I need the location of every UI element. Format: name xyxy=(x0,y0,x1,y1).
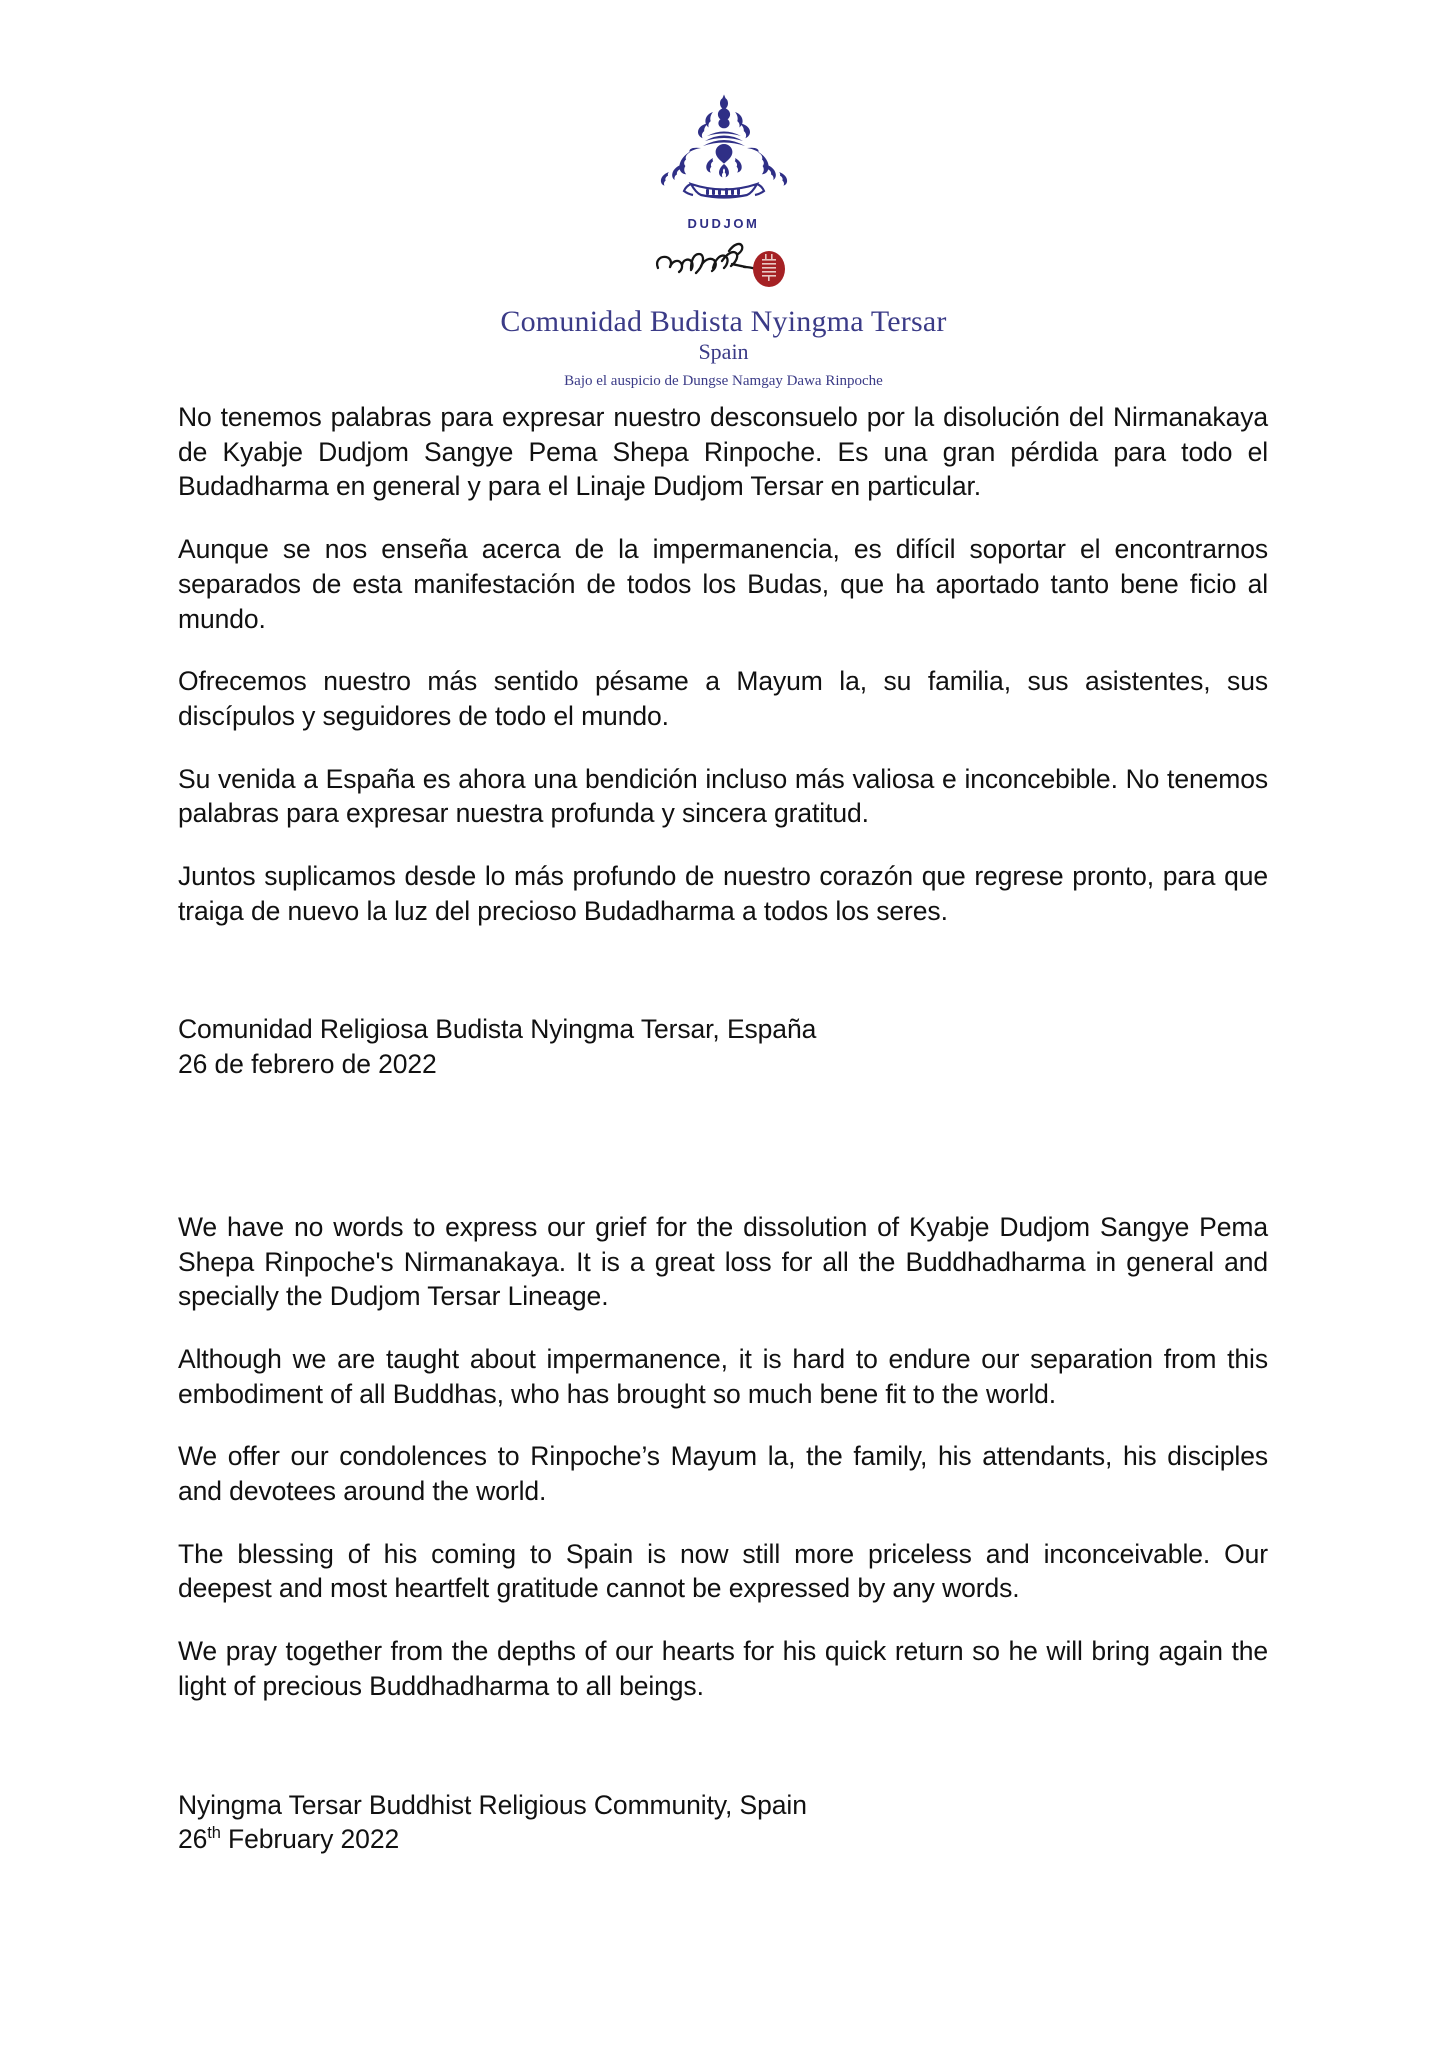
spanish-signature-date: 26 de febrero de 2022 xyxy=(178,1049,437,1080)
spanish-paragraph: No tenemos palabras para expresar nuestro desconsuelo por la disolución del Nirmanakaya de Kyabje Dudjom Sangye Pema Shepa Rinpoche. Es una gran pérdida para todo el Budadharma en general y para el Linaje Dudjom Tersar en particular. xyxy=(178,402,1268,502)
english-paragraph: We have no words to express our grief for the dissolution of Kyabje Dudjom Sangye Pema Shepa Rinpoche's Nirmanakaya. It is a great loss for all the Buddhadharma in general and specially the Dudjom Tersar Lineage. xyxy=(178,1211,1268,1312)
spanish-section xyxy=(178,400,1268,1082)
spanish-paragraph: Juntos suplicamos desde lo más profundo de nuestro corazón que regrese pronto, para que traiga de nuevo la luz del precioso Budadharma a todos los seres. xyxy=(178,861,1268,926)
spanish-paragraph: Aunque se nos enseña acerca de la impermanencia, es difícil soportar el encontrarnos separados de esta manifestación de todos los Budas, que ha aportado tanto bene ficio al mundo. xyxy=(178,534,1268,634)
organization-auspice: Bajo el auspicio de Dungse Namgay Dawa Rinpoche xyxy=(564,373,883,390)
english-signature-org: Nyingma Tersar Buddhist Religious Community, Spain xyxy=(178,1789,807,1820)
date-month-year: February 2022 xyxy=(220,1824,400,1855)
organization-country: Spain xyxy=(698,338,749,364)
spanish-paragraph: Su venida a España es ahora una bendición incluso más valiosa e inconcebible. No tenemos palabras para expresar nuestra profunda y sincera gratitud. xyxy=(178,763,1268,829)
language-separator xyxy=(178,1082,1268,1210)
spanish-signature-org: Comunidad Religiosa Budista Nyingma Tersar, España xyxy=(178,1014,817,1045)
tibetan-calligraphy-signature-and-red-seal-icon xyxy=(644,241,804,293)
letter-body xyxy=(178,400,1268,1857)
english-paragraph: We offer our condolences to Rinpoche’s Mayum la, the family, his attendants, his disciples and devotees around the world. xyxy=(178,1441,1268,1507)
date-ordinal-suffix: th xyxy=(207,1824,221,1843)
dudjom-emblem-icon xyxy=(639,92,809,220)
spacer xyxy=(178,928,1268,1012)
dudjom-wordmark: DUDJOM xyxy=(687,216,760,231)
english-paragraph: We pray together from the depths of our hearts for his quick return so he will bring again the light of precious Buddhadharma to all beings. xyxy=(178,1636,1268,1701)
spanish-paragraph: Ofrecemos nuestro más sentido pésame a Mayum la, su familia, sus asistentes, sus discípulos y seguidores de todo el mundo. xyxy=(178,666,1268,731)
english-paragraph: Although we are taught about impermanence, it is hard to endure our separation from this embodiment of all Buddhas, who has brought so much bene fit to the world. xyxy=(178,1343,1268,1409)
spacer xyxy=(178,1704,1268,1788)
date-day-number: 26 xyxy=(178,1824,208,1855)
organization-name: Comunidad Budista Nyingma Tersar xyxy=(500,305,947,338)
english-paragraph: The blessing of his coming to Spain is now still more priceless and inconceivable. Our deepest and most heartfelt gratitude cannot be expressed by any words. xyxy=(178,1538,1268,1604)
english-section xyxy=(178,1210,1268,1857)
english-signature-date xyxy=(178,1822,1268,1857)
letterhead xyxy=(0,0,1447,390)
